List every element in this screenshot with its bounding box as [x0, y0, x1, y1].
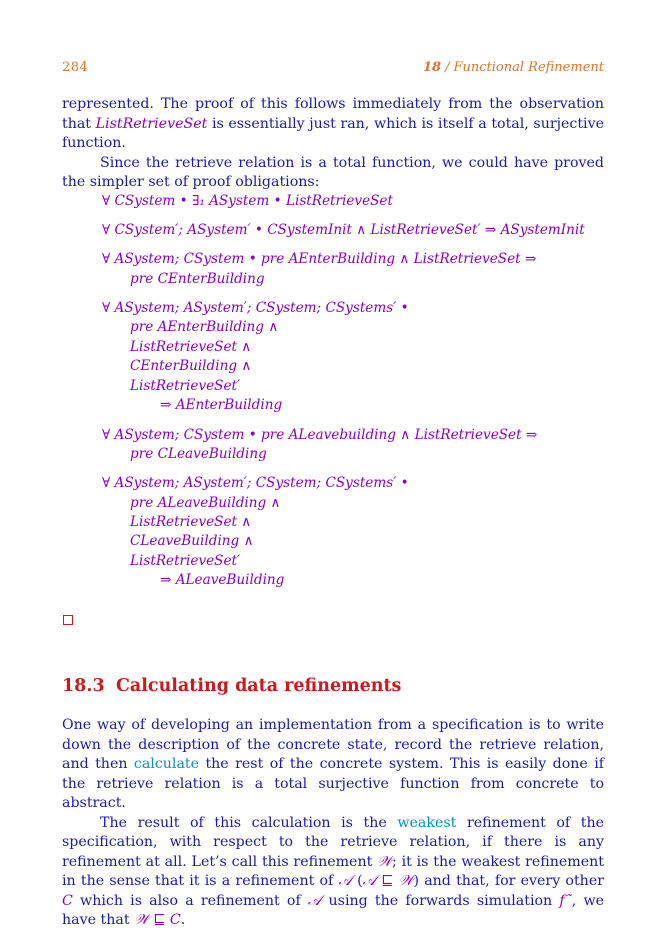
- math-line-6a: pre ALeaveBuilding ∧: [130, 495, 281, 511]
- math-line-4: ∀ ASystem; ASystem′; CSystem; CSystems′ •: [102, 300, 409, 316]
- math-line-4a: pre AEnterBuilding ∧: [130, 319, 279, 335]
- paragraph-3: One way of developing an implementation from a specification is to write down the description of the concrete state, record the retrieve relation, and then calculate the rest of the concrete system. This is easily done if the retrieve relation is a total surjective function from concrete to abstract.: [62, 717, 605, 811]
- paragraph-4: The result of this calculation is the weakest refinement of the specification, with respect to the retrieve relation, if there is any refinement at all. Let’s call this refinement 𝒲; it is the weakest refinement in the sense that it is a refinement of 𝒜 (𝒜 ⊑ 𝒲) and that, for every other C which is also a refinement of 𝒜 using the forwards simulation f˜, we have that 𝒲 ⊑ C.: [62, 814, 605, 928]
- math-line-3: ∀ ASystem; CSystem • pre AEnterBuilding ∧ ListRetrieveSet ⇒: [102, 251, 537, 267]
- page-number: 284: [62, 60, 89, 75]
- math-line-1: ∀ CSystem • ∃₁ ASystem • ListRetrieveSet: [102, 193, 393, 209]
- math-line-6e: ⇒ ALeaveBuilding: [160, 572, 285, 588]
- section-text: [62, 716, 604, 931]
- math-line-6c: CLeaveBuilding ∧: [130, 533, 254, 549]
- math-line-2: ∀ CSystem′; ASystem′ • CSystemInit ∧ ListRetrieveSet′ ⇒ ASystemInit: [102, 222, 585, 238]
- section-heading: [62, 676, 401, 696]
- math-line-5b: pre CLeaveBuilding: [130, 446, 267, 462]
- running-header: [423, 60, 604, 75]
- calculate-link[interactable]: calculate: [133, 756, 200, 772]
- math-line-6d: ListRetrieveSet′: [130, 553, 241, 569]
- math-line-6b: ListRetrieveSet ∧: [130, 514, 252, 530]
- math-line-6: ∀ ASystem; ASystem′; CSystem; CSystems′ •: [102, 475, 409, 491]
- math-line-4b: ListRetrieveSet ∧: [130, 339, 252, 355]
- intro-text: [62, 95, 604, 193]
- math-line-4e: ⇒ AEnterBuilding: [160, 397, 283, 413]
- math-line-4d: ListRetrieveSet′: [130, 378, 241, 394]
- math-line-4c: CEnterBuilding ∧: [130, 358, 252, 374]
- paragraph-2: Since the retrieve relation is a total function, we could have proved the simpler set of proof obligations:: [62, 154, 604, 190]
- qed-box: [63, 615, 73, 625]
- header-separator: /: [445, 60, 450, 75]
- math-line-5: ∀ ASystem; CSystem • pre ALeavebuilding ∧ ListRetrieveSet ⇒: [102, 427, 538, 443]
- paragraph-1: represented. The proof of this follows immediately from the observation that ListRetrieveSet is essentially just ran, which is itself a total, surjective function.: [62, 96, 605, 151]
- chapter-title: Functional Refinement: [453, 60, 604, 75]
- chapter-number: 18: [423, 60, 442, 75]
- section-number: 18.3: [62, 676, 105, 696]
- math-line-3b: pre CEnterBuilding: [130, 271, 265, 287]
- weakest-link[interactable]: weakest: [397, 814, 457, 831]
- section-title: Calculating data refinements: [116, 676, 402, 696]
